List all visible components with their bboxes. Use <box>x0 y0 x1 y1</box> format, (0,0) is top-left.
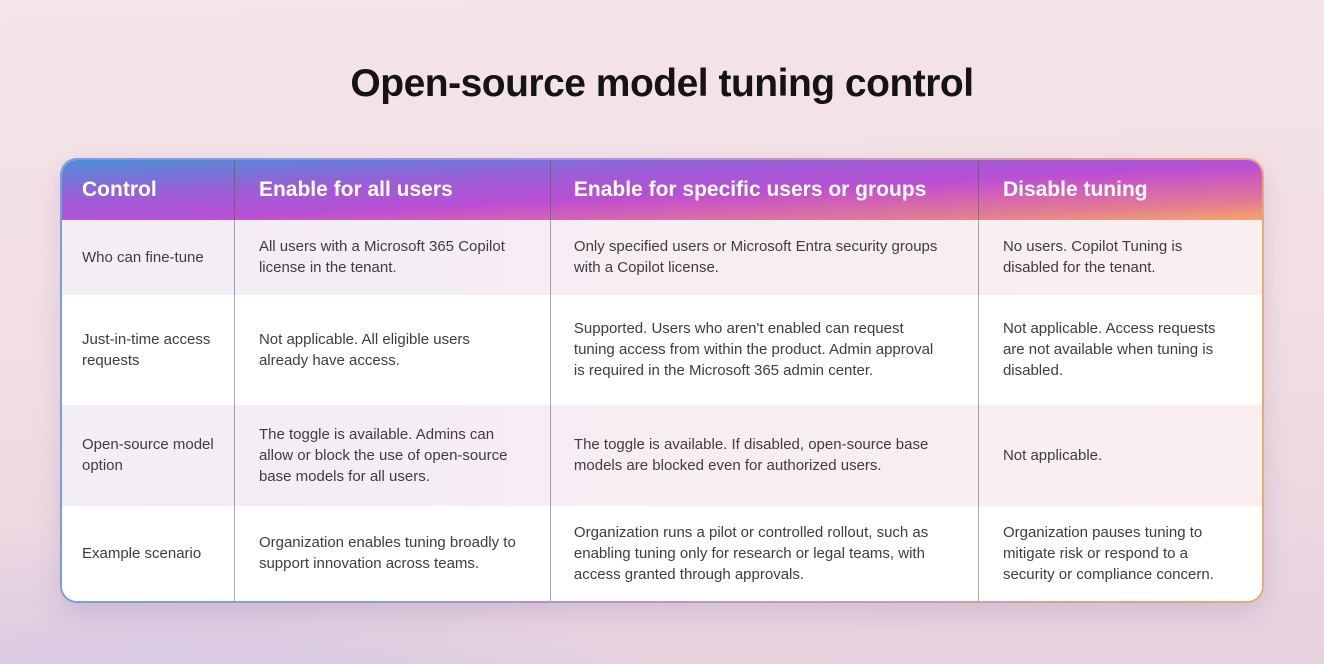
table-card-frame <box>60 158 1264 603</box>
table-row-example-scenario <box>62 506 1262 601</box>
table-cell: Organization runs a pilot or controlled rollout, such as enabling tuning only for research or legal teams, with access granted through approvals. <box>550 506 978 601</box>
table-cell: Not applicable. <box>978 405 1262 506</box>
column-header-control: Control <box>82 177 157 201</box>
row-label: Example scenario <box>82 544 202 562</box>
column-header-enable-all-users: Enable for all users <box>234 160 550 220</box>
column-header-enable-specific-users: Enable for specific users or groups <box>550 160 978 220</box>
row-label: Open-source model option <box>82 436 214 475</box>
row-label: Just-in-time access requests <box>82 330 211 369</box>
table-cell: Not applicable. Access requests are not available when tuning is disabled. <box>978 295 1262 405</box>
table-cell: Organization enables tuning broadly to support innovation across teams. <box>234 506 550 601</box>
table-header-row <box>62 160 1262 220</box>
tuning-control-table <box>62 160 1262 601</box>
table-cell: The toggle is available. Admins can allow or block the use of open-source base models for all users. <box>234 405 550 506</box>
table-cell: Not applicable. All eligible users already have access. <box>234 295 550 405</box>
table-cell: No users. Copilot Tuning is disabled for the tenant. <box>978 220 1262 295</box>
page-title: Open-source model tuning control <box>350 62 974 105</box>
row-label: Who can fine-tune <box>82 248 204 266</box>
column-header-disable-tuning: Disable tuning <box>978 160 1262 220</box>
table-cell: Supported. Users who aren't enabled can request tuning access from within the product. Admin approval is required in the Microsoft 365 admin center. <box>550 295 978 405</box>
table-cell: All users with a Microsoft 365 Copilot license in the tenant. <box>234 220 550 295</box>
table-cell: Organization pauses tuning to mitigate risk or respond to a security or compliance concern. <box>978 506 1262 601</box>
table-row-just-in-time-access <box>62 295 1262 405</box>
table-row-who-can-fine-tune <box>62 220 1262 295</box>
table-row-open-source-model-option <box>62 405 1262 506</box>
table-cell: The toggle is available. If disabled, open-source base models are blocked even for authorized users. <box>550 405 978 506</box>
table-cell: Only specified users or Microsoft Entra security groups with a Copilot license. <box>550 220 978 295</box>
